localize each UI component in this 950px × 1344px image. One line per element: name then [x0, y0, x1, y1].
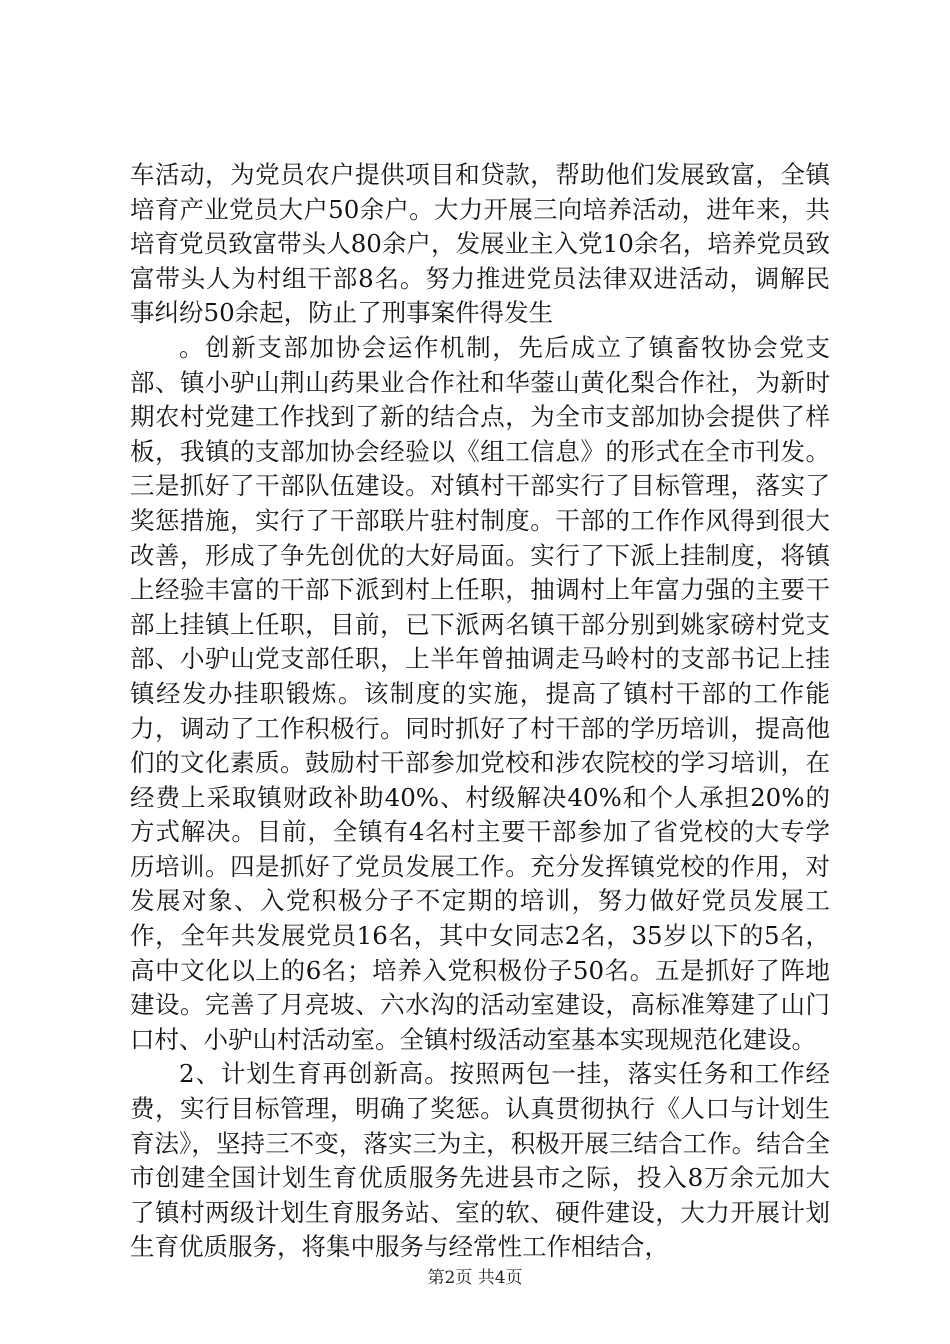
- paragraph-1: 车活动，为党员农户提供项目和贷款，帮助他们发展致富，全镇培育产业党员大户50余户。大力开展三向培养活动，进年来，共培育党员致富带头人80余户，发展业主入党10余名，培养党员致富带头人为村组干部8名。努力推进党员法律双进活动，调解民事纠纷50余起，防止了刑事案件得发生: [130, 160, 830, 328]
- paragraph-3: 2、计划生育再创新高。按照两包一挂，落实任务和工作经费，实行目标管理，明确了奖惩。认真贯彻执行《人口与计划生育法》，坚持三不变，落实三为主，积极开展三结合工作。结合全市创建全国计划生育优质服务先进县市之际，投入8万余元加大了镇村两级计划生育服务站、室的软、硬件建设，大力开展计划生育优质服务，将集中服务与经常性工作相结合，: [130, 1059, 830, 1262]
- page-number-footer: 第2页 共4页: [427, 1268, 523, 1288]
- document-body: [130, 158, 830, 1265]
- paragraph-2: 。创新支部加协会运作机制，先后成立了镇畜牧协会党支部、镇小驴山荆山药果业合作社和华蓥山黄化梨合作社，为新时期农村党建工作找到了新的结合点，为全市支部加协会提供了样板，我镇的支部加协会经验以《组工信息》的形式在全市刊发。三是抓好了干部队伍建设。对镇村干部实行了目标管理，落实了奖惩措施，实行了干部联片驻村制度。干部的工作作风得到很大改善，形成了争先创优的大好局面。实行了下派上挂制度，将镇上经验丰富的干部下派到村上任职，抽调村上年富力强的主要干部上挂镇上任职，目前，已下派两名镇干部分别到姚家磅村党支部、小驴山党支部任职，上半年曾抽调走马岭村的支部书记上挂镇经发办挂职锻炼。该制度的实施，提高了镇村干部的工作能力，调动了工作积极行。同时抓好了村干部的学历培训，提高他们的文化素质。鼓励村干部参加党校和涉农院校的学习培训，在经费上采取镇财政补助40%、村级解决40%和个人承担20%的方式解决。目前，全镇有4名村主要干部参加了省党校的大专学历培训。四是抓好了党员发展工作。充分发挥镇党校的作用，对发展对象、入党积极分子不定期的培训，努力做好党员发展工作，全年共发展党员16名，其中女同志2名，35岁以下的5名，高中文化以上的6名；培养入党积极份子50名。五是抓好了阵地建设。完善了月亮坡、六水沟的活动室建设，高标准筹建了山门口村、小驴山村活动室。全镇村级活动室基本实现规范化建设。: [130, 332, 830, 1054]
